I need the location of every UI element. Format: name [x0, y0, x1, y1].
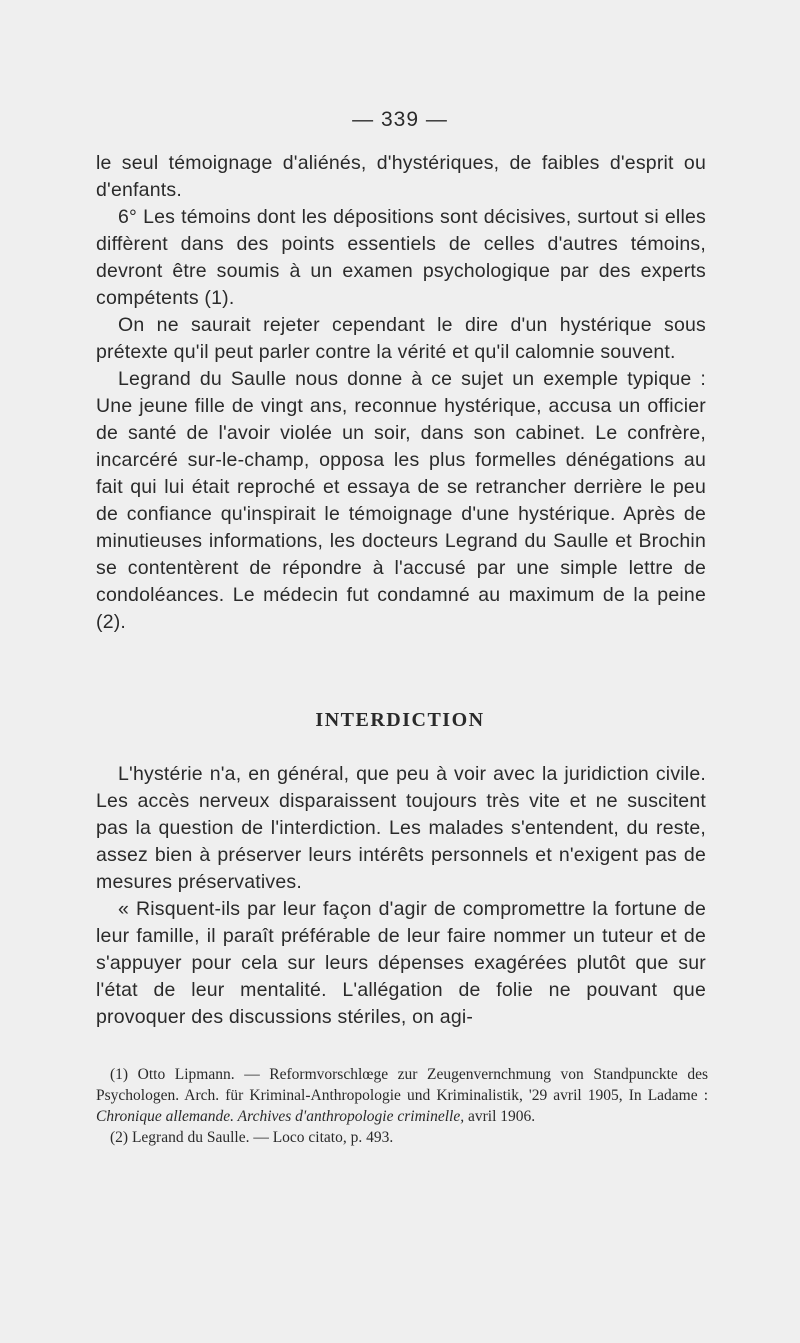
paragraph: 6° Les témoins dont les dépositions sont décisives, surtout si elles diffèrent dans des points essentiels de celles d'autres témoins, devront être soumis à un examen psychologique par des experts compétents (1). [96, 206, 706, 309]
paragraph: le seul témoignage d'aliénés, d'hystériques, de faibles d'esprit ou d'enfants. [96, 152, 706, 201]
page-number: — 339 — [352, 108, 448, 131]
footnote-2: (2) Legrand du Saulle. — Loco citato, p. 493. [110, 1129, 394, 1146]
text-block-top [96, 150, 706, 636]
footnote-1 [96, 1064, 708, 1127]
footnote-1-end: avril 1906. [464, 1108, 536, 1125]
paragraph: L'hystérie n'a, en général, que peu à voir avec la juridiction civile. Les accès nerveux disparaissent toujours très vite et ne suscitent pas la question de l'interdiction. Les malades s'entendent, du reste, assez bien à préserver leurs intérêts personnels et n'exigent pas de mesures préservatives. [96, 763, 706, 893]
footnote-1-italic: Chronique allemande. Archives d'anthropologie criminelle, [96, 1108, 465, 1125]
footnote-1-text: (1) Otto Lipmann. — Reformvorschlœge zur Zeugenvernchmung von Standpunckte des Psychologen. Arch. für Kriminal-Anthropologie und Kriminalistik, '29 avril 1905, In Ladame : [96, 1066, 708, 1104]
paragraph: « Risquent-ils par leur façon d'agir de compromettre la fortune de leur famille, il paraît préférable de leur faire nommer un tuteur et de s'appuyer pour cela sur leurs dépenses exagérées plutôt que sur l'état de leur mentalité. L'allégation de folie ne pouvant que provoquer des discussions stériles, on agi- [96, 898, 706, 1028]
footnotes [96, 1064, 708, 1148]
section-heading: INTERDICTION [315, 709, 485, 731]
text-block-bottom [96, 761, 706, 1031]
paragraph: On ne saurait rejeter cependant le dire d'un hystérique sous prétexte qu'il peut parler contre la vérité et qu'il calomnie souvent. [96, 314, 706, 363]
paragraph: Legrand du Saulle nous donne à ce sujet un exemple typique : Une jeune fille de vingt ans, reconnue hystérique, accusa un officier de santé de l'avoir violée un soir, dans son cabinet. Le confrère, incarcéré sur-le-champ, opposa les plus formelles dénégations au fait qui lui était reproché et essaya de se retrancher derrière le peu de confiance qu'inspirait le témoignage d'une hystérique. Après de minutieuses informations, les docteurs Legrand du Saulle et Brochin se contentèrent de répondre à l'accusé par une simple lettre de condoléances. Le médecin fut condamné au maximum de la peine (2). [96, 368, 706, 633]
